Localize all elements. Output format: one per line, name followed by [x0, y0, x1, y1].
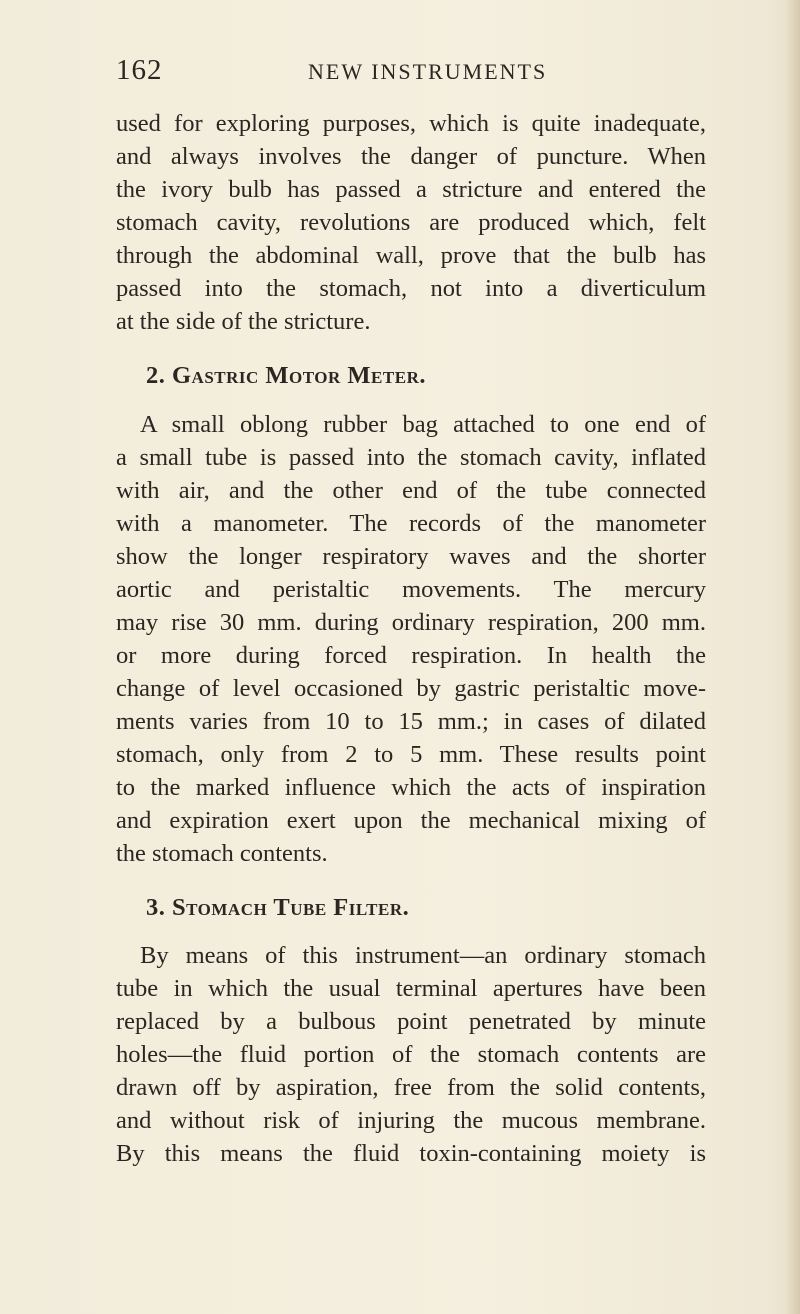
section-heading-gastric-motor-meter: 2. Gastric Motor Meter.	[146, 362, 426, 389]
intro-paragraph	[116, 107, 706, 338]
text-line: through the abdominal wall, prove that the bulb has	[116, 242, 706, 269]
gastric-motor-meter-paragraph	[116, 408, 706, 870]
stomach-tube-filter-paragraph	[116, 939, 706, 1170]
text-line: and always involves the danger of puncture. When	[116, 143, 706, 170]
text-line: and without risk of injuring the mucous membrane.	[116, 1107, 706, 1134]
text-line: and expiration exert upon the mechanical mixing of	[116, 807, 706, 834]
text-line: stomach, only from 2 to 5 mm. These results point	[116, 741, 706, 768]
text-line: or more during forced respiration. In health the	[116, 642, 706, 669]
running-title: NEW INSTRUMENTS	[308, 59, 548, 84]
page-edge-shadow	[786, 0, 800, 1314]
text-line: the ivory bulb has passed a stricture and entered the	[116, 176, 706, 203]
text-line: at the side of the stricture.	[116, 308, 371, 335]
text-line: tube in which the usual terminal apertures have been	[116, 975, 706, 1002]
page-header	[116, 54, 716, 94]
page-number: 162	[116, 54, 163, 86]
text-line: to the marked influence which the acts of inspiration	[116, 774, 706, 801]
text-line: a small tube is passed into the stomach cavity, inflated	[116, 444, 706, 471]
text-line: aortic and peristaltic movements. The mercury	[116, 576, 706, 603]
text-line: may rise 30 mm. during ordinary respiration, 200 mm.	[116, 609, 706, 636]
text-line: passed into the stomach, not into a diverticulum	[116, 275, 706, 302]
text-line: show the longer respiratory waves and the shorter	[116, 543, 706, 570]
text-line: change of level occasioned by gastric peristaltic move-	[116, 675, 706, 702]
text-line: A small oblong rubber bag attached to one end of	[140, 411, 706, 438]
text-line: with air, and the other end of the tube connected	[116, 477, 706, 504]
text-line: replaced by a bulbous point penetrated by minute	[116, 1008, 706, 1035]
text-line: stomach cavity, revolutions are produced which, felt	[116, 209, 706, 236]
text-line: By this means the fluid toxin-containing moiety is	[116, 1140, 706, 1167]
page-body	[116, 107, 706, 1170]
text-line: holes—the fluid portion of the stomach contents are	[116, 1041, 706, 1068]
text-line: drawn off by aspiration, free from the solid contents,	[116, 1074, 706, 1101]
text-line: with a manometer. The records of the manometer	[116, 510, 706, 537]
text-line: used for exploring purposes, which is quite inadequate,	[116, 110, 706, 137]
text-line: ments varies from 10 to 15 mm.; in cases of dilated	[116, 708, 706, 735]
section-heading-stomach-tube-filter: 3. Stomach Tube Filter.	[146, 894, 410, 921]
text-line: By means of this instrument—an ordinary stomach	[140, 942, 706, 969]
text-line: the stomach contents.	[116, 840, 328, 867]
